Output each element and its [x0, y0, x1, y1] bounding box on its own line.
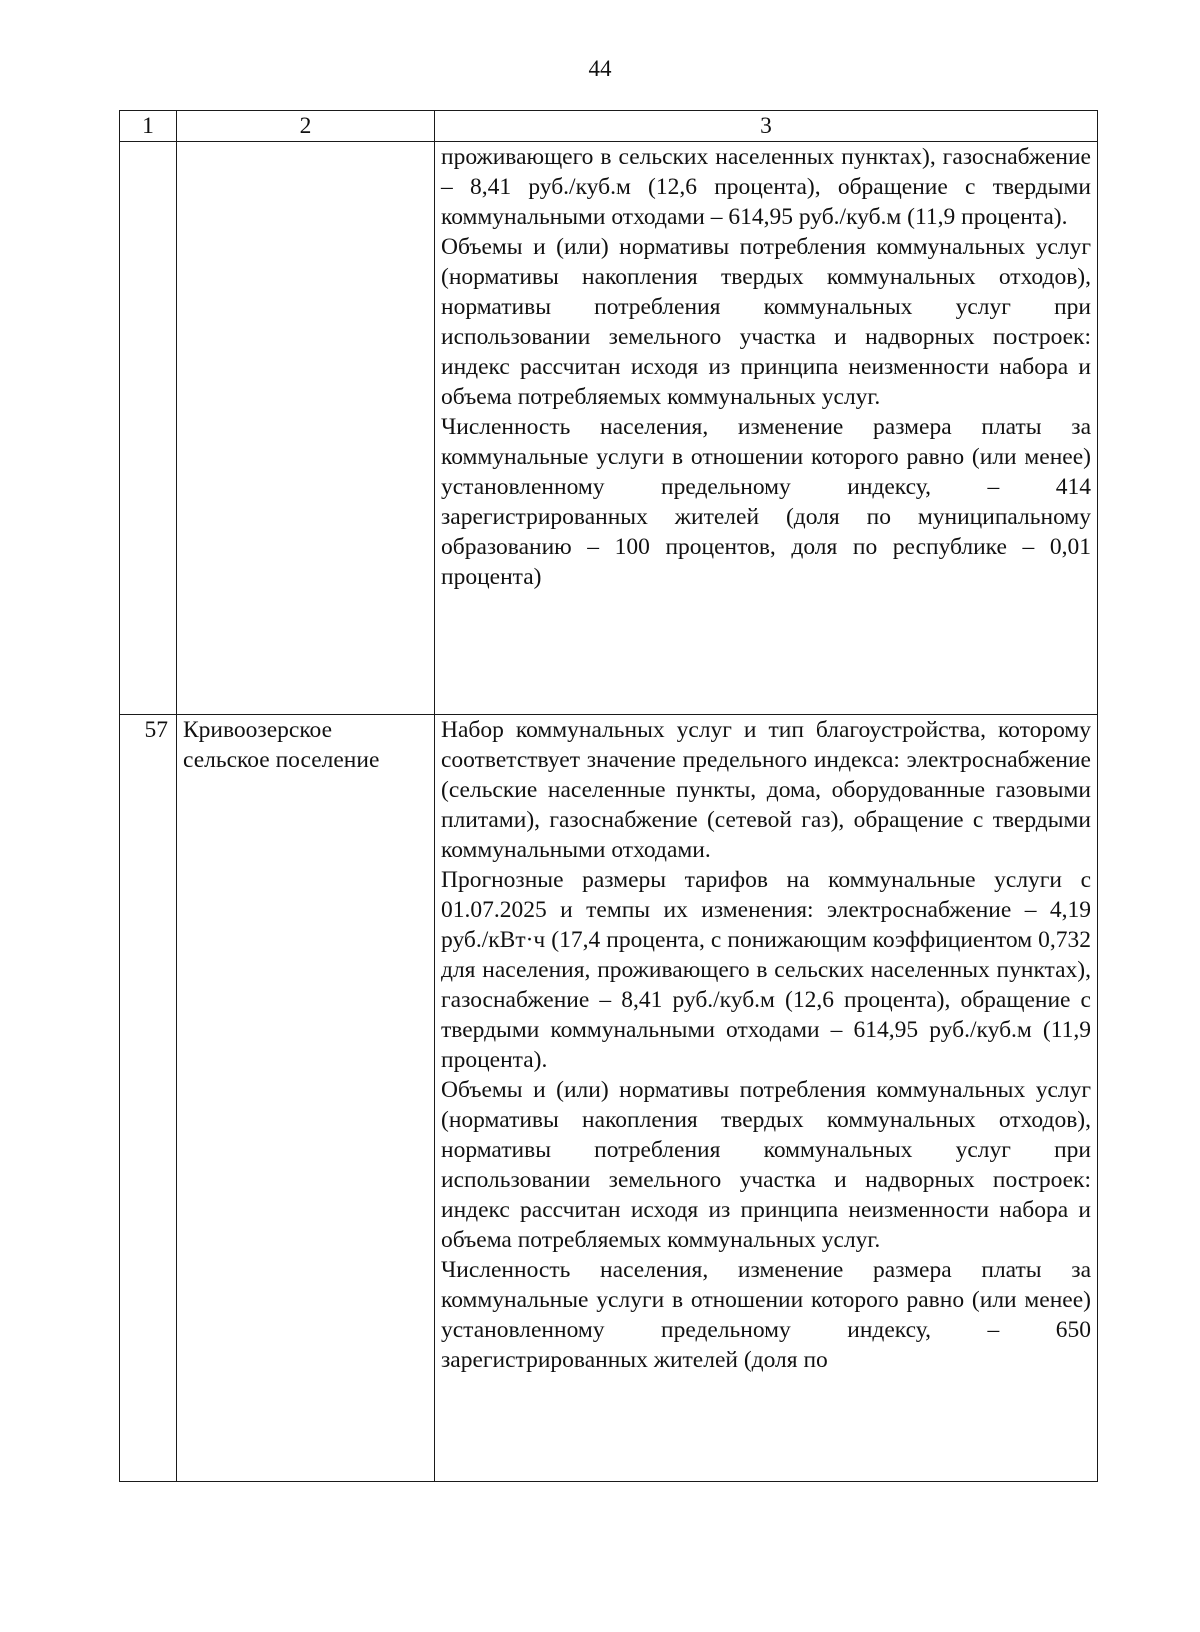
row-number: 57	[120, 715, 177, 1482]
row-description	[435, 715, 1098, 1482]
description-paragraph: Объемы и (или) нормативы потребления коммунальных услуг (нормативы накопления твердых коммунальных отходов), нормативы потребления коммунальных услуг при использовании земельного участка и надворных построек: индекс рассчитан исходя из принципа неизменности набора и объема потребляемых коммунальных услуг.	[441, 234, 1091, 410]
settlement-name-line: Кривоозерское	[183, 717, 333, 743]
description-paragraph: Набор коммунальных услуг и тип благоустройства, которому соответствует значение предельного индекса: электроснабжение (сельские населенные пункты, дома, оборудованные газовыми плитами), газоснабжение (сетевой газ), обращение с твердыми коммунальными отходами.	[441, 717, 1091, 863]
settlement-name	[177, 715, 435, 1482]
description-paragraph: Численность населения, изменение размера платы за коммунальные услуги в отношении которого равно (или менее) установленному предельному индексу, – 414 зарегистрированных жителей (доля по муниципальному образованию – 100 процентов, доля по республике – 0,01 процента)	[441, 414, 1091, 590]
description-paragraph: проживающего в сельских населенных пунктах), газоснабжение – 8,41 руб./куб.м (12,6 процента), обращение с твердыми коммунальными отходами – 614,95 руб./куб.м (11,9 процента).	[441, 144, 1091, 230]
settlement-name	[177, 142, 435, 715]
table-row	[120, 142, 1098, 715]
description-paragraph: Объемы и (или) нормативы потребления коммунальных услуг (нормативы накопления твердых коммунальных отходов), нормативы потребления коммунальных услуг при использовании земельного участка и надворных построек: индекс рассчитан исходя из принципа неизменности набора и объема потребляемых коммунальных услуг.	[441, 1077, 1091, 1253]
settlement-name-line: сельское поселение	[183, 747, 380, 773]
header-col-2: 2	[177, 111, 435, 142]
table-header-row	[120, 111, 1098, 142]
header-col-3: 3	[435, 111, 1098, 142]
row-number	[120, 142, 177, 715]
header-col-1: 1	[120, 111, 177, 142]
table-row	[120, 715, 1098, 1482]
description-paragraph: Прогнозные размеры тарифов на коммунальные услуги с 01.07.2025 и темпы их изменения: электроснабжение – 4,19 руб./кВт·ч (17,4 процента, с понижающим коэффициентом 0,732 для населения, проживающего в сельских населенных пунктах), газоснабжение – 8,41 руб./куб.м (12,6 процента), обращение с твердыми коммунальными отходами – 614,95 руб./куб.м (11,9 процента).	[441, 867, 1091, 1073]
row-description	[435, 142, 1098, 715]
description-paragraph: Численность населения, изменение размера платы за коммунальные услуги в отношении которого равно (или менее) установленному предельному индексу, – 650 зарегистрированных жителей (доля по	[441, 1257, 1091, 1373]
municipal-index-table	[119, 110, 1098, 1482]
page-number: 44	[588, 56, 612, 81]
